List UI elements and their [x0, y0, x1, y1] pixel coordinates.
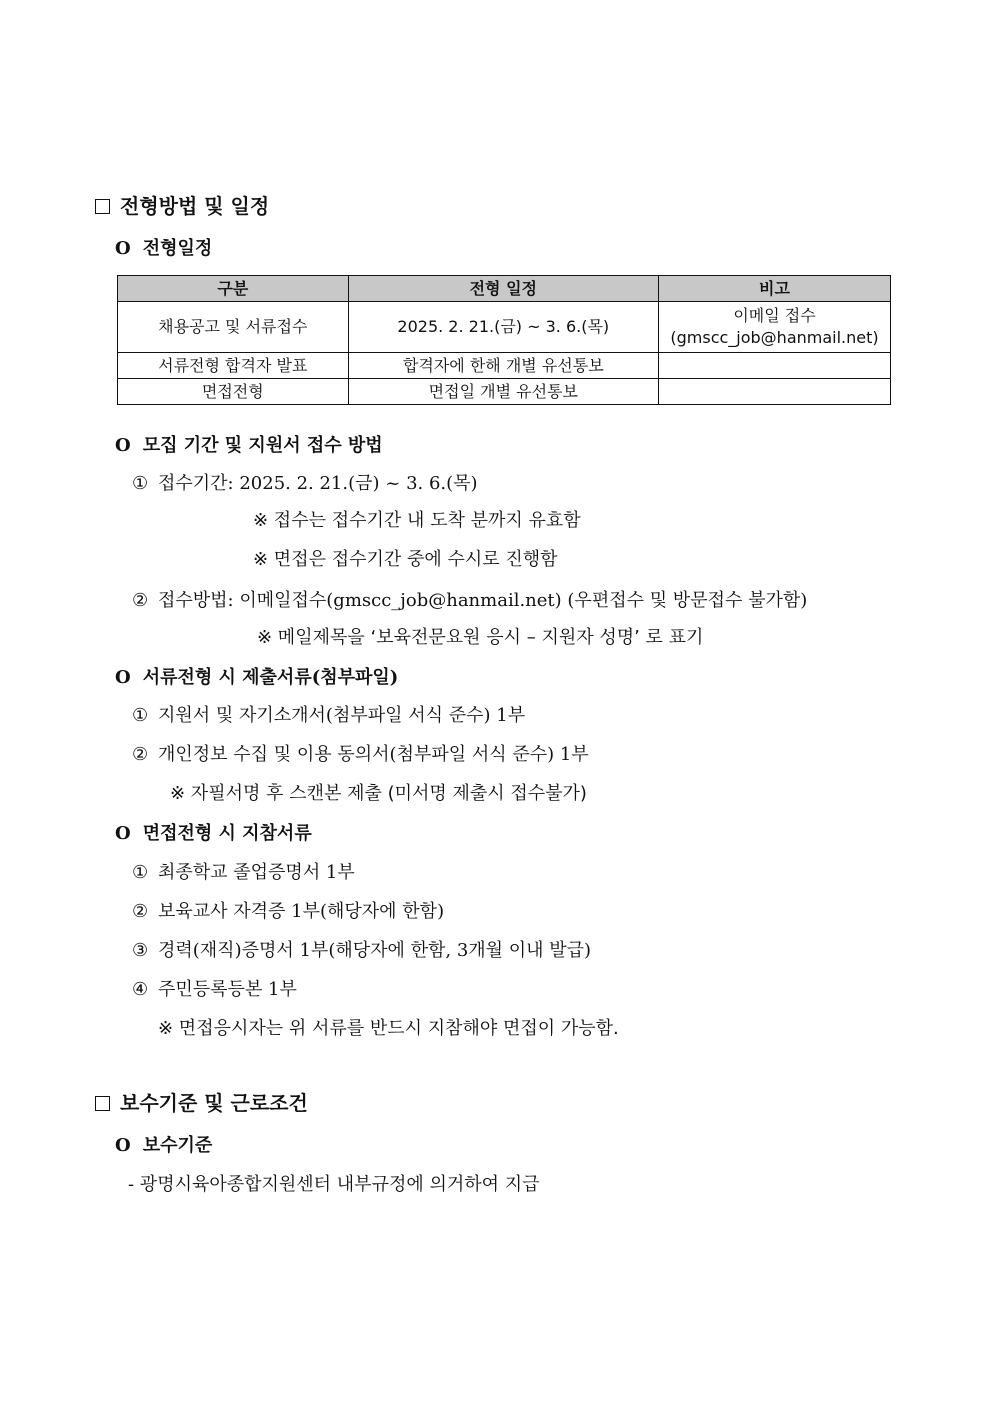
table-row — [118, 353, 891, 379]
list-item: ② 접수방법: 이메일접수(gmscc_job@hanmail.net) (우편접수 및 방문접수 불가함) — [132, 590, 808, 611]
table-cell: 2025. 2. 21.(금) ~ 3. 6.(목) — [348, 302, 658, 353]
section-title-selection: 전형방법 및 일정 — [95, 190, 269, 219]
table-row — [118, 302, 891, 353]
checkbox-square-icon — [95, 199, 110, 214]
table-header-cell: 구분 — [118, 276, 349, 302]
list-item: ② 보육교사 자격증 1부(해당자에 한함) — [132, 901, 445, 922]
bullet-o-icon: O — [115, 435, 131, 456]
list-item: ① 최종학교 졸업증명서 1부 — [132, 862, 355, 883]
list-item: ② 개인정보 수집 및 이용 동의서(첨부파일 서식 준수) 1부 — [132, 744, 589, 765]
list-item: ③ 경력(재직)증명서 1부(해당자에 한함, 3개월 이내 발급) — [132, 940, 592, 961]
note-email-label: 이메일 접수 — [733, 306, 816, 325]
note-text: ※ 메일제목을 ‘보육전문요원 응시 – 지원자 성명’ 로 표기 — [257, 627, 704, 648]
table-cell: 면접전형 — [118, 379, 349, 405]
heading-schedule: O 전형일정 — [115, 238, 213, 259]
list-item: ④ 주민등록등본 1부 — [132, 979, 297, 1000]
heading-pay: O 보수기준 — [115, 1135, 213, 1156]
schedule-table — [117, 275, 891, 405]
note-text: ※ 자필서명 후 스캔본 제출 (미서명 제출시 접수불가) — [170, 783, 587, 804]
table-cell: 면접일 개별 유선통보 — [348, 379, 658, 405]
heading-interview: O 면접전형 시 지참서류 — [115, 823, 312, 844]
list-item: ① 지원서 및 자기소개서(첨부파일 서식 준수) 1부 — [132, 705, 526, 726]
pay-text: - 광명시육아종합지원센터 내부규정에 의거하여 지급 — [128, 1174, 540, 1195]
heading-documents: O 서류전형 시 제출서류(첨부파일) — [115, 667, 399, 688]
table-row — [118, 379, 891, 405]
bullet-o-icon: O — [115, 823, 131, 844]
note-text: ※ 면접응시자는 위 서류를 반드시 지참해야 면접이 가능함. — [158, 1018, 619, 1039]
section-title-pay: 보수기준 및 근로조건 — [95, 1087, 308, 1116]
table-cell — [659, 379, 891, 405]
table-cell: 채용공고 및 서류접수 — [118, 302, 349, 353]
note-email-address: (gmscc_job@hanmail.net) — [670, 328, 879, 347]
bullet-o-icon: O — [115, 238, 131, 259]
list-item: ① 접수기간: 2025. 2. 21.(금) ~ 3. 6.(목) — [132, 473, 478, 494]
table-cell — [659, 302, 891, 353]
heading-recruit: O 모집 기간 및 지원서 접수 방법 — [115, 435, 383, 456]
bullet-o-icon: O — [115, 1135, 131, 1156]
table-cell — [659, 353, 891, 379]
table-cell: 서류전형 합격자 발표 — [118, 353, 349, 379]
table-header-row — [118, 276, 891, 302]
note-text: ※ 접수는 접수기간 내 도착 분까지 유효함 — [253, 510, 581, 531]
table-header-cell: 전형 일정 — [348, 276, 658, 302]
note-text: ※ 면접은 접수기간 중에 수시로 진행함 — [253, 549, 558, 570]
checkbox-square-icon — [95, 1096, 110, 1111]
table-cell: 합격자에 한해 개별 유선통보 — [348, 353, 658, 379]
bullet-o-icon: O — [115, 667, 131, 688]
table-header-cell: 비고 — [659, 276, 891, 302]
